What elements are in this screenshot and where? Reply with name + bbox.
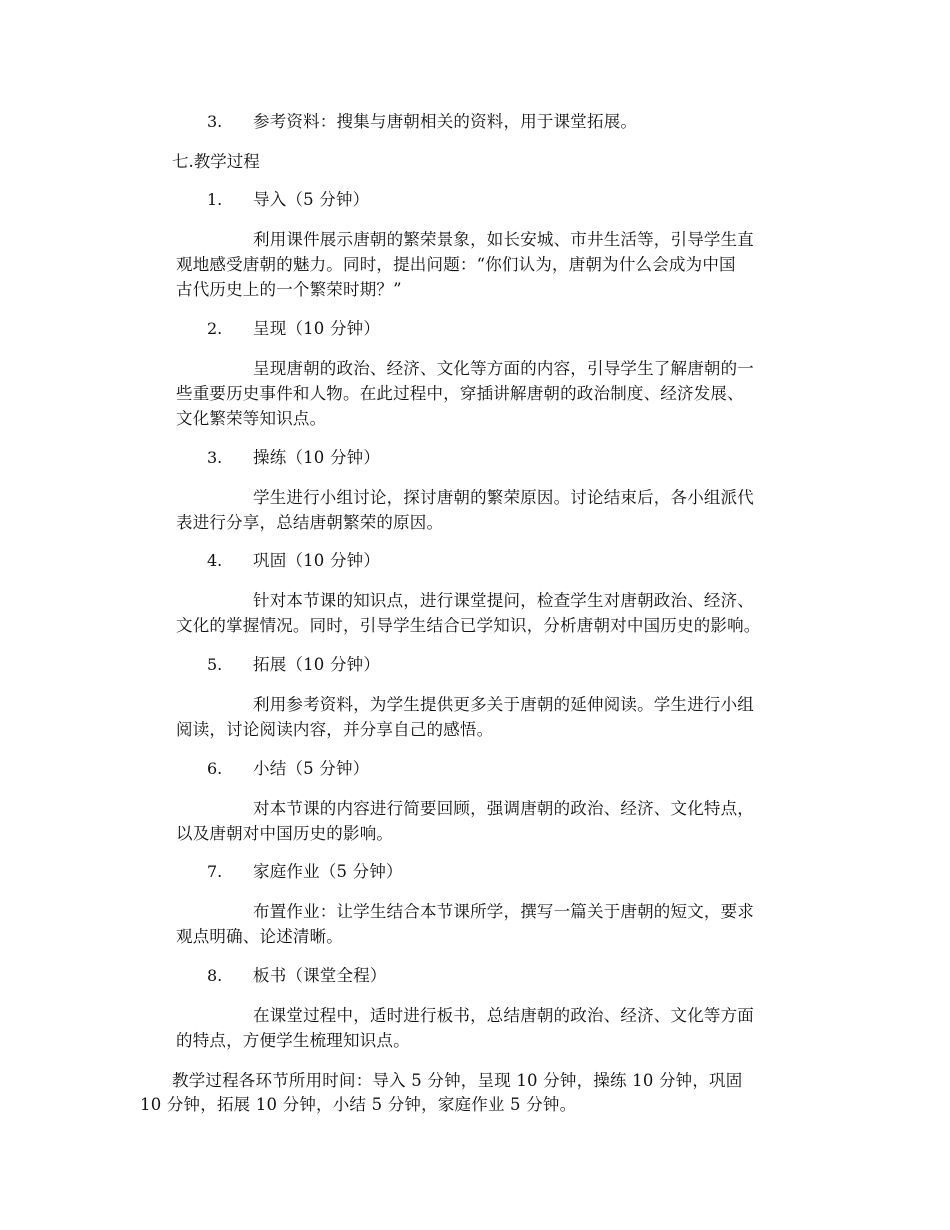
step-body-line: 观点明确、论述清晰。 [176, 927, 343, 946]
prep-item-number: 3. [207, 112, 223, 131]
summary-line: 10 分钟，拓展 10 分钟，小结 5 分钟，家庭作业 5 分钟。 [140, 1095, 577, 1114]
section-title: 七.教学过程 [172, 152, 260, 171]
step-heading: 小结（5 分钟） [253, 759, 370, 778]
step-body-line: 学生进行小组讨论，探讨唐朝的繁荣原因。讨论结束后，各小组派代 [253, 488, 754, 507]
step-body-line: 观地感受唐朝的魅力。同时，提出问题：“你们认为，唐朝为什么会成为中国 [176, 255, 736, 274]
step-body-line: 古代历史上的一个繁荣时期？” [176, 280, 402, 299]
step-body-line: 表进行分享，总结唐朝繁荣的原因。 [176, 513, 444, 532]
step-body-line: 在课堂过程中，适时进行板书，总结唐朝的政治、经济、文化等方面 [253, 1006, 754, 1025]
step-number: 5. [207, 655, 223, 674]
step-number: 3. [207, 448, 223, 467]
step-body-line: 针对本节课的知识点，进行课堂提问，检查学生对唐朝政治、经济、 [253, 591, 754, 610]
step-heading: 板书（课堂全程） [253, 966, 387, 985]
step-number: 6. [207, 759, 223, 778]
step-body-line: 呈现唐朝的政治、经济、文化等方面的内容，引导学生了解唐朝的一 [253, 359, 754, 378]
step-body-line: 以及唐朝对中国历史的影响。 [176, 824, 394, 843]
step-body-line: 利用参考资料，为学生提供更多关于唐朝的延伸阅读。学生进行小组 [253, 695, 754, 714]
summary-line: 教学过程各环节所用时间：导入 5 分钟，呈现 10 分钟，操练 10 分钟，巩固 [172, 1071, 743, 1090]
step-heading: 呈现（10 分钟） [253, 319, 381, 338]
step-body-line: 的特点，方便学生梳理知识点。 [176, 1031, 410, 1050]
prep-item-text: 参考资料：搜集与唐朝相关的资料，用于课堂拓展。 [253, 112, 638, 131]
step-heading: 导入（5 分钟） [253, 190, 370, 209]
step-heading: 操练（10 分钟） [253, 448, 381, 467]
step-heading: 巩固（10 分钟） [253, 551, 381, 570]
step-number: 7. [207, 862, 223, 881]
step-body-line: 阅读，讨论阅读内容，并分享自己的感悟。 [176, 720, 494, 739]
step-body-line: 利用课件展示唐朝的繁荣景象，如长安城、市井生活等，引导学生直 [253, 230, 754, 249]
step-number: 4. [207, 551, 223, 570]
step-body-line: 些重要历史事件和人物。在此过程中，穿插讲解唐朝的政治制度、经济发展、 [176, 384, 744, 403]
step-body-line: 文化的掌握情况。同时，引导学生结合已学知识，分析唐朝对中国历史的影响。 [176, 616, 761, 635]
step-body-line: 对本节课的内容进行简要回顾，强调唐朝的政治、经济、文化特点， [253, 799, 754, 818]
step-number: 2. [207, 319, 223, 338]
step-body-line: 布置作业：让学生结合本节课所学，撰写一篇关于唐朝的短文，要求 [253, 902, 754, 921]
step-number: 8. [207, 966, 223, 985]
step-number: 1. [207, 190, 223, 209]
step-heading: 拓展（10 分钟） [253, 655, 381, 674]
step-body-line: 文化繁荣等知识点。 [176, 409, 327, 428]
step-heading: 家庭作业（5 分钟） [253, 862, 403, 881]
